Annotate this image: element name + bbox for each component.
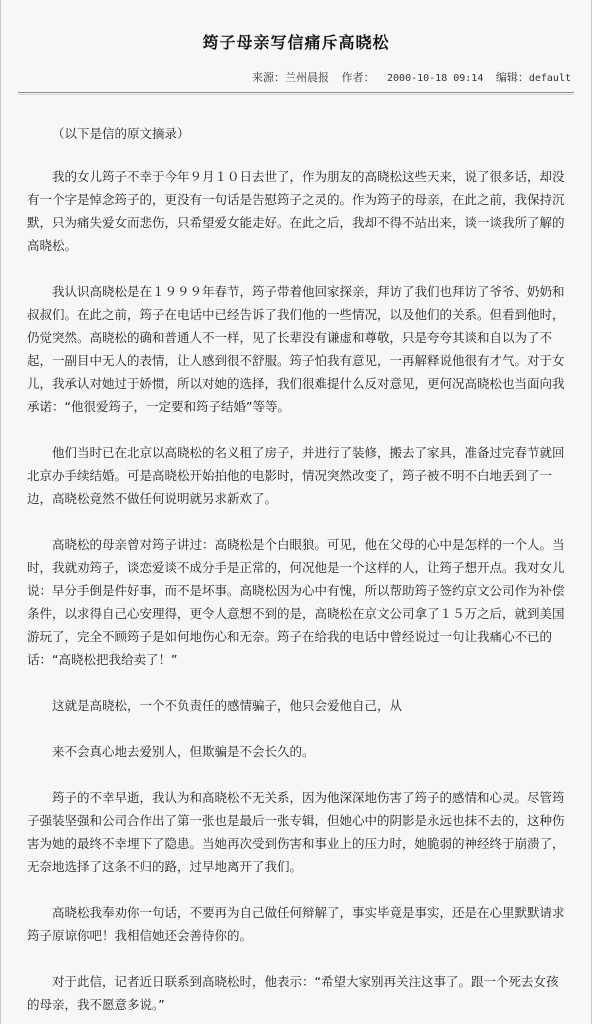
paragraph: 来不会真心地去爱别人，但欺骗是不会长久的。 — [52, 744, 315, 759]
paragraph: 我认识高晓松是在１９９９年春节，筠子带着他回家探亲，拜访了我们也拜访了爷爷、奶奶和叔叔们。在此之前，筠子在电话中已经告诉了我们他的一些情况，以及他们的关系。但看到他时，仍觉突然。高晓松的确和普通人不一样，见了长辈没有谦虚和尊敬，只是夸夸其谈和自以为了不起，一副目中无人的表情，让人感到很不舒服。筠子怕我有意见，一再解释说他很有才气。对于女儿，我承认对她过于娇惯，所以对她的选择，我们很难提什么反对意见，更何况高晓松也当面向我承诺：“他很爱筠子，一定要和筠子结婚”等等。 — [27, 284, 565, 414]
article-title: 筠子母亲写信痛斥高晓松 — [202, 33, 390, 52]
editor-value: default — [528, 73, 571, 84]
article-body — [1, 122, 591, 1024]
editor-label: 编辑： — [495, 71, 529, 84]
paragraph: 高晓松的母亲曾对筠子讲过：高晓松是个白眼狼。可见，他在父母的心中是怎样的一个人。当时，我就劝筠子，谈恋爱谈不成分手是正常的，何况他是一个这样的人，让筠子想开点。我对女儿说：早分手倒是件好事，而不是坏事。高晓松因为心中有愧，所以帮助筠子签约京文公司作为补偿条件，以求得自己心安理得，更令人意想不到的是，高晓松在京文公司拿了１５万之后，就到美国游玩了，完全不顾筠子是如何地伤心和无奈。筠子在给我的电话中曾经说过一句让我痛心不已的话：“高晓松把我给卖了！” — [27, 537, 565, 667]
article-meta — [243, 69, 571, 85]
paragraph: 他们当时已在北京以高晓松的名义租了房子，并进行了装修，搬去了家具，准备过完春节就回北京办手续结婚。可是高晓松开始拍他的电影时，情况突然改变了，筠子被不明不白地丢到了一边，高晓松竟然不做任何说明就另求新欢了。 — [27, 445, 565, 506]
paragraph: 筠子的不幸早逝，我认为和高晓松不无关系，因为他深深地伤害了筠子的感情和心灵。尽管筠子强装坚强和公司合作出了第一张也是最后一张专辑，但她心中的阴影是永远也抹不去的，这种伤害为她的最终不幸埋下了隐患。当她再次受到伤害和事业上的压力时，她脆弱的神经终于崩溃了，无奈地选择了这条不归的路，过早地离开了我们。 — [27, 790, 565, 874]
paragraph: 这就是高晓松，一个不负责任的感情骗子，他只会爱他自己，从 — [52, 698, 403, 713]
source-value: 兰州晨报 — [285, 71, 330, 84]
paragraph: 对于此信，记者近日联系到高晓松时，他表示：“希望大家别再关注这事了。跟一个死去女孩的母亲，我不愿意多说。” — [27, 974, 559, 1012]
header-divider — [18, 92, 574, 93]
paragraph: （以下是信的原文摘录） — [52, 126, 190, 141]
paragraph: 高晓松我奉劝你一句话，不要再为自己做任何辩解了，事实毕竟是事实，还是在心里默默请求筠子原谅你吧！我相信她还会善待你的。 — [27, 905, 565, 943]
author-label: 作者： — [341, 71, 375, 84]
header-divider-shadow — [18, 94, 574, 95]
paragraph: 我的女儿筠子不幸于今年９月１０日去世了，作为朋友的高晓松这些天来，说了很多话，却没有一个字是悼念筠子的，更没有一句话是告慰筠子之灵的。作为筠子的母亲，在此之前，我保持沉默，只为痛失爱女而悲伤，只希望爱女能走好。在此之后，我却不得不站出来，谈一谈我所了解的高晓松。 — [27, 169, 565, 253]
publish-datetime: 2000-10-18 09:14 — [387, 73, 484, 84]
source-label: 来源： — [252, 71, 286, 84]
